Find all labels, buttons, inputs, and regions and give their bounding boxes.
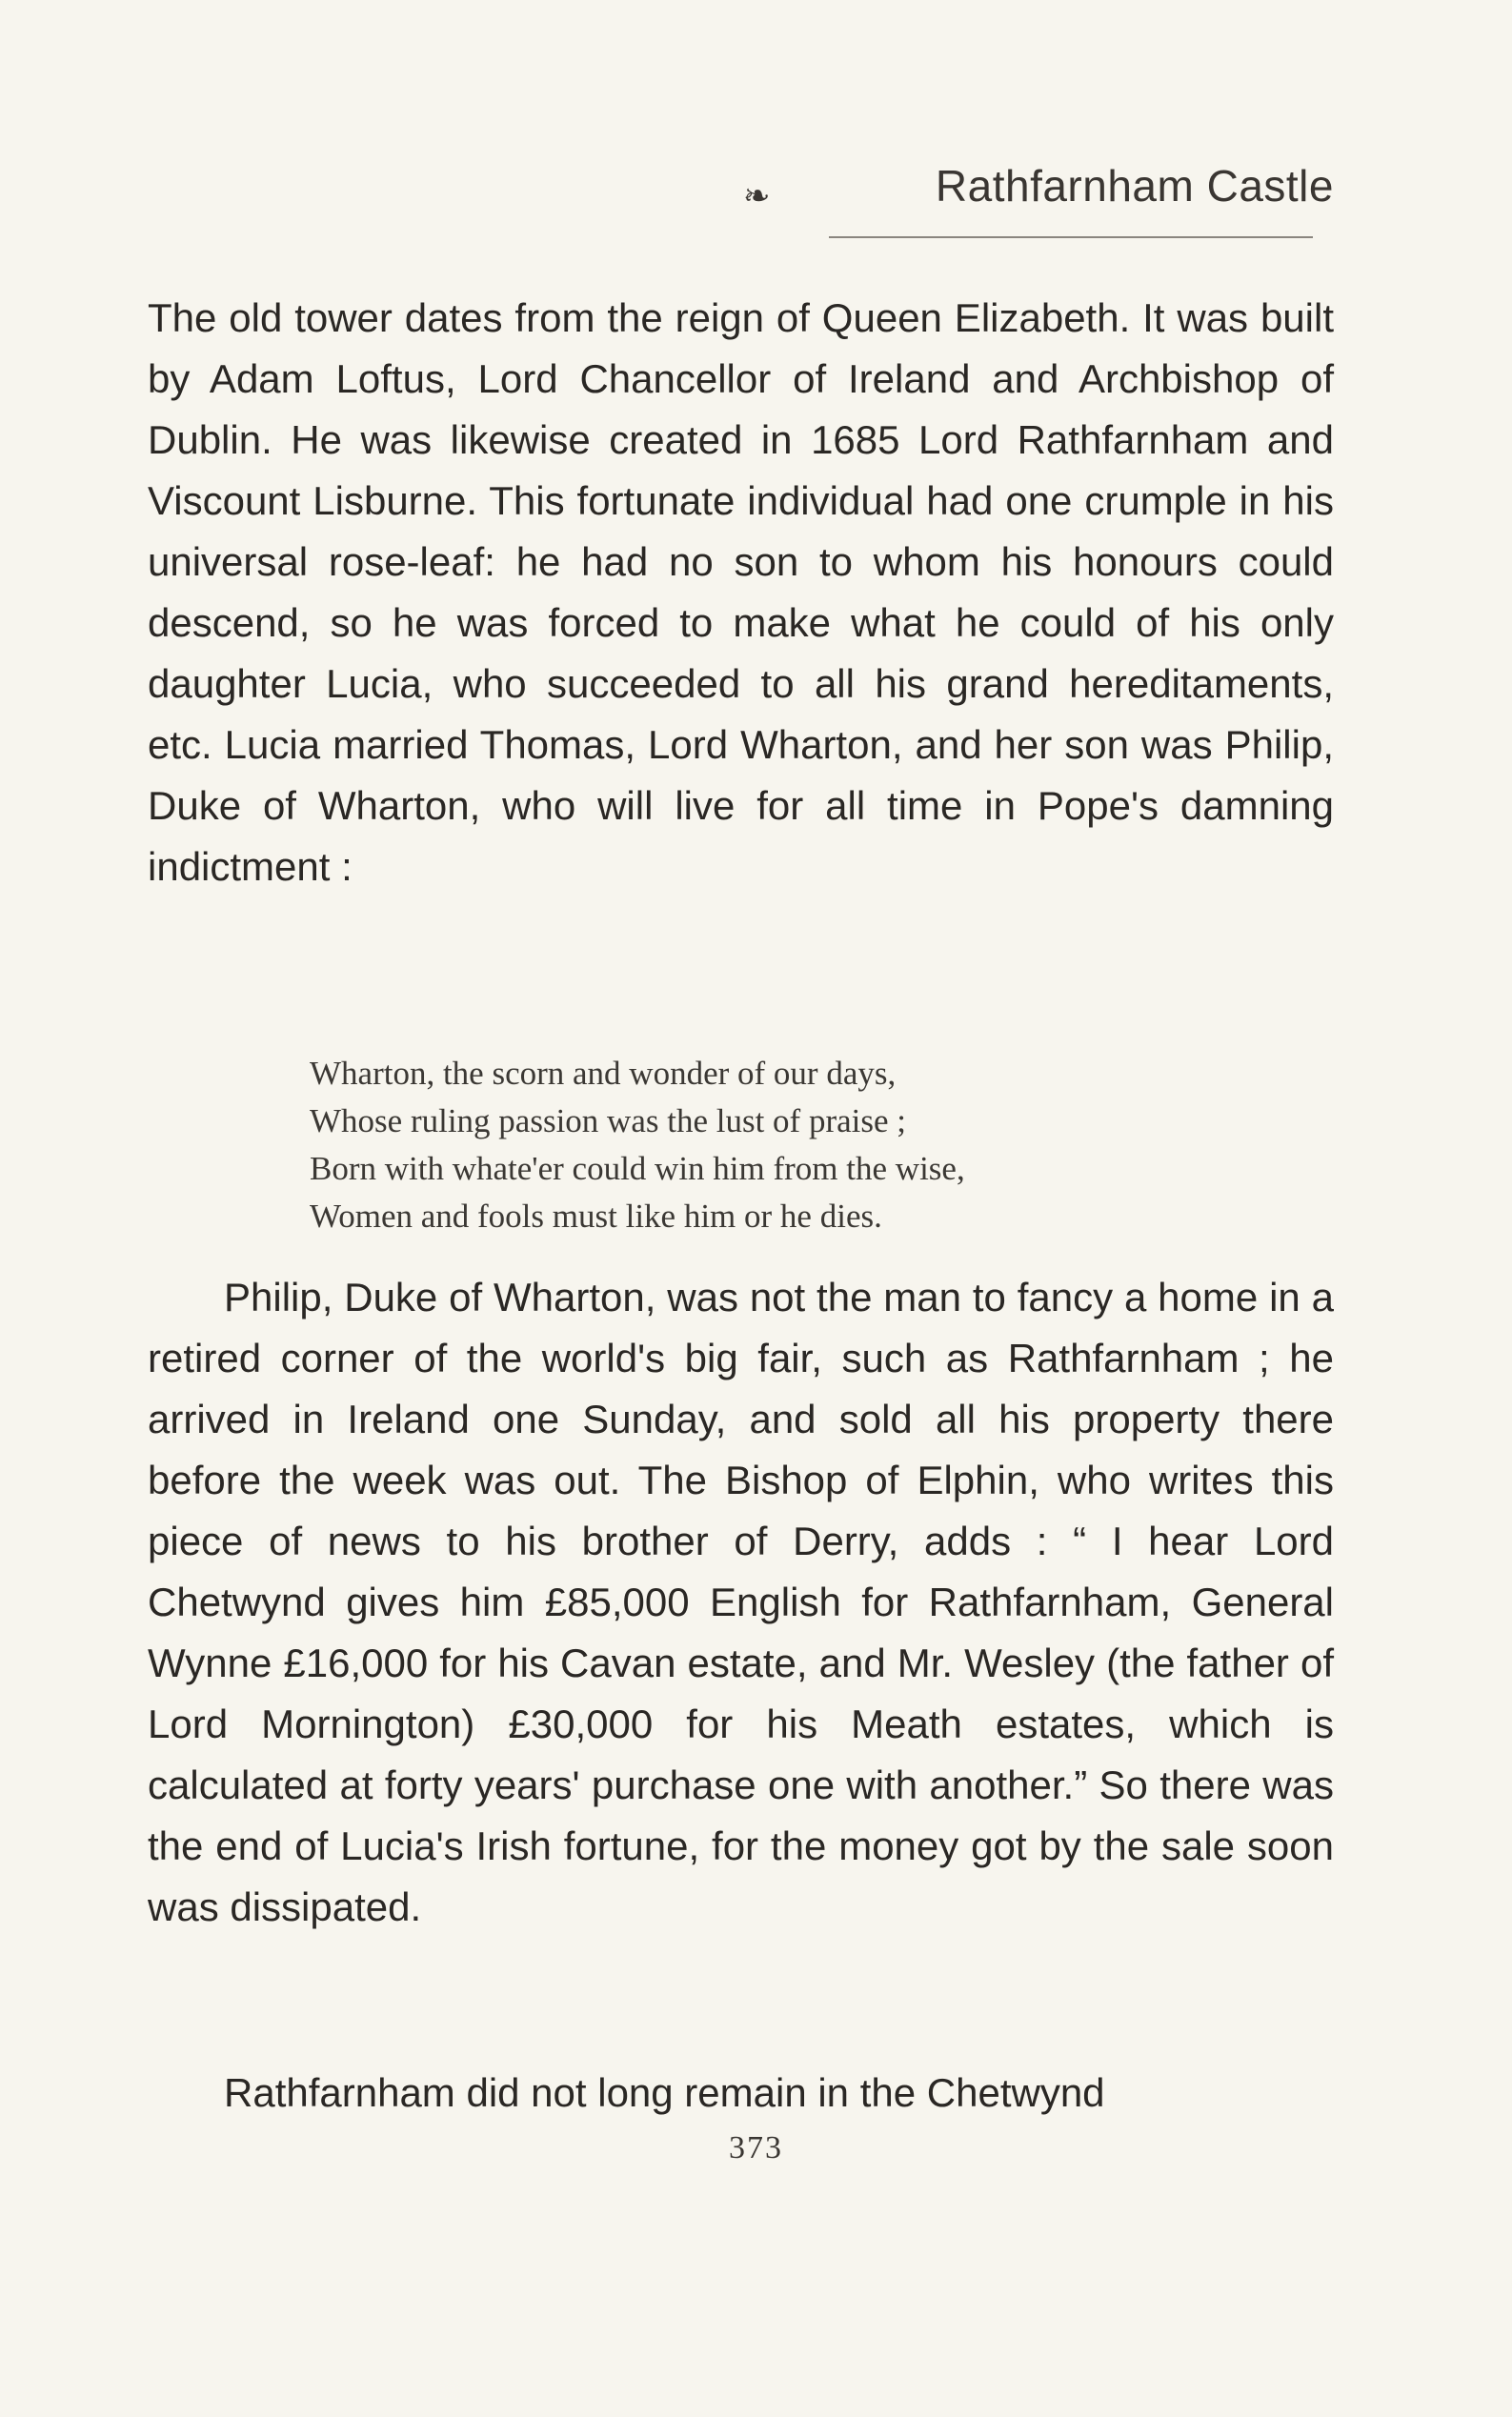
- fleuron-icon: ❧: [743, 179, 771, 214]
- verse-quotation: [310, 1050, 1167, 1240]
- verse-line-2: Whose ruling passion was the lust of praise ;: [310, 1102, 907, 1139]
- paragraph-1: The old tower dates from the reign of Queen Elizabeth. It was built by Adam Loftus, Lord Chancellor of Ireland and Archbishop of Dublin. He was likewise created in 1685 Lord Rathfarnham and Viscount Lisburne. This fortunate individual had one crumple in his universal rose-leaf: he had no son to whom his honours could descend, so he was forced to make what he could of his only daughter Lucia, who succeeded to all his grand hereditaments, etc. Lucia married Thomas, Lord Wharton, and her son was Philip, Duke of Wharton, who will live for all time in Pope's damning indictment :: [148, 295, 1334, 889]
- verse-line-3: Born with whate'er could win him from the wise,: [310, 1150, 965, 1187]
- running-head-title: Rathfarnham Castle: [935, 161, 1334, 211]
- verse-line-4: Women and fools must like him or he dies.: [310, 1198, 882, 1235]
- paragraph-3: Rathfarnham did not long remain in the Chetwynd: [224, 2070, 1105, 2115]
- paragraph-2: Philip, Duke of Wharton, was not the man to fancy a home in a retired corner of the world's big fair, such as Rathfarnham ; he arrived in Ireland one Sunday, and sold all his property there before the week was out. The Bishop of Elphin, who writes this piece of news to his brother of Derry, adds : “ I hear Lord Chetwynd gives him £85,000 English for Rathfarnham, General Wynne £16,000 for his Cavan estate, and Mr. Wesley (the father of Lord Mornington) £30,000 for his Meath estates, which is calculated at forty years' purchase one with another.” So there was the end of Lucia's Irish fortune, for the money got by the sale soon was dissipated.: [148, 1275, 1334, 1929]
- header-rule: [829, 236, 1313, 238]
- verse-line-1: Wharton, the scorn and wonder of our days,: [310, 1055, 897, 1092]
- running-header: [743, 160, 1334, 214]
- page-number: 373: [729, 2130, 783, 2165]
